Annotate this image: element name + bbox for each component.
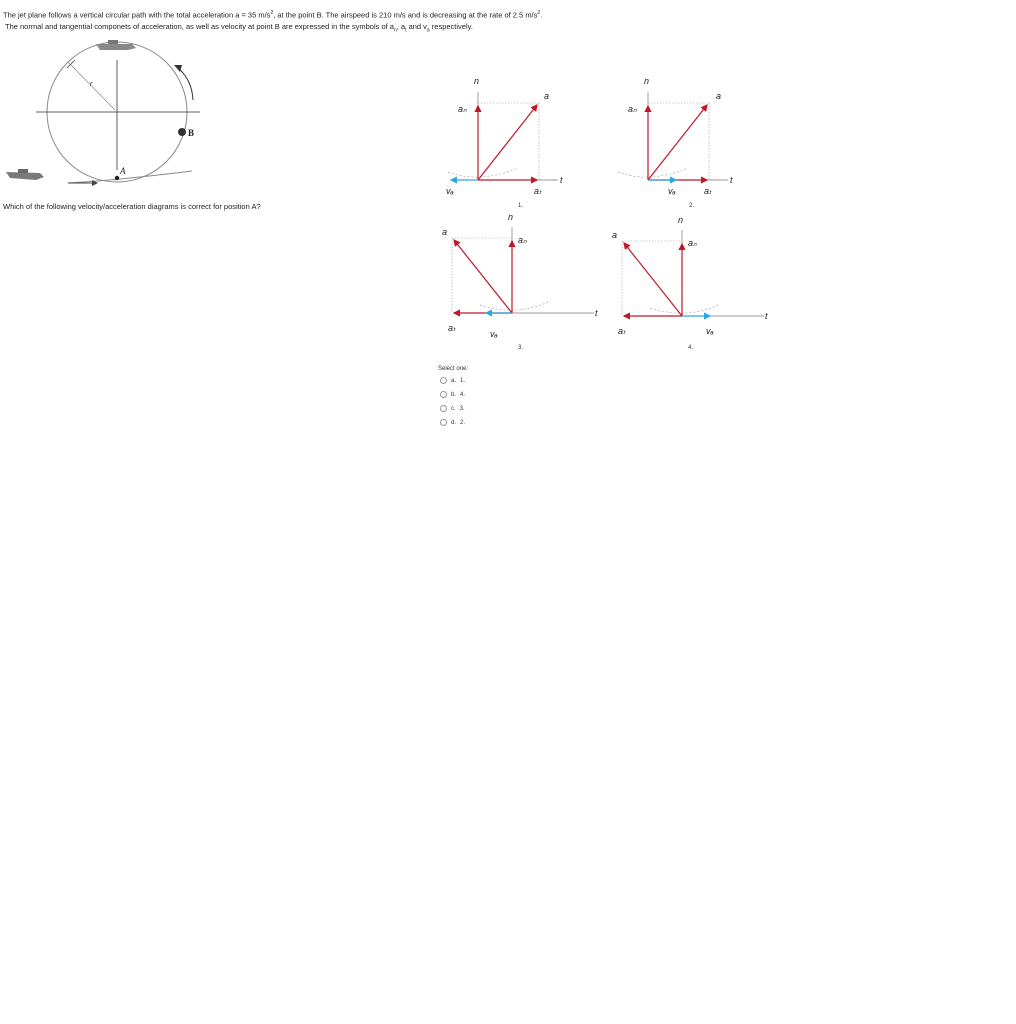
curved-path bbox=[650, 304, 720, 313]
q1-sup-2: 2 bbox=[537, 10, 541, 16]
option-c-letter: c. bbox=[451, 405, 456, 412]
option-b[interactable] bbox=[440, 391, 465, 398]
q1-text-a: The jet plane follows a vertical circular path with the total acceleration a = 35 m/s bbox=[3, 10, 271, 20]
plane-top-icon bbox=[96, 40, 136, 50]
label-t: t bbox=[765, 311, 768, 321]
a-vector bbox=[648, 105, 707, 180]
label-r: r bbox=[90, 81, 93, 88]
label-a: a bbox=[716, 91, 722, 101]
label-a: a bbox=[544, 91, 550, 101]
q2-text-a: The normal and tangential componets of acceleration, as well as velocity at point B are expressed in the symbols of a bbox=[5, 22, 394, 31]
label-a: a bbox=[442, 227, 448, 237]
diagram-3 bbox=[438, 205, 608, 345]
radio-option-a[interactable] bbox=[440, 377, 447, 384]
select-one-label: Select one: bbox=[438, 366, 469, 372]
radio-option-b[interactable] bbox=[440, 391, 447, 398]
diagram-1 bbox=[440, 72, 580, 212]
option-d-letter: d. bbox=[451, 419, 457, 426]
question-line-1 bbox=[3, 10, 542, 20]
diagram-2 bbox=[610, 72, 750, 212]
label-a: a bbox=[612, 230, 618, 240]
label-an: aₙ bbox=[628, 104, 637, 114]
curved-path bbox=[448, 168, 518, 177]
label-a: A bbox=[120, 166, 126, 176]
option-b-value: 4. bbox=[460, 391, 466, 398]
q2-sub-t: t bbox=[405, 27, 407, 34]
curved-path bbox=[618, 168, 688, 177]
label-an: aₙ bbox=[518, 235, 527, 245]
option-b-letter: b. bbox=[451, 391, 457, 398]
diagram-3-number: 3. bbox=[518, 345, 524, 351]
label-va: vₐ bbox=[706, 326, 714, 336]
diagram-4 bbox=[608, 208, 778, 348]
label-n: n bbox=[678, 215, 684, 225]
option-c[interactable] bbox=[440, 405, 465, 412]
diagram-4-number: 4. bbox=[688, 345, 694, 351]
label-t: t bbox=[560, 175, 563, 185]
q2-text-d: respectively. bbox=[429, 22, 473, 31]
point-a-marker bbox=[115, 176, 119, 180]
a-vector bbox=[624, 243, 682, 316]
option-d[interactable] bbox=[440, 419, 465, 426]
label-b: B bbox=[188, 128, 195, 138]
label-n: n bbox=[508, 212, 514, 222]
q2-sub-n: n bbox=[393, 27, 397, 34]
label-n: n bbox=[474, 76, 480, 86]
q2-text-c: and v bbox=[406, 22, 427, 31]
q2-sub-a: a bbox=[426, 27, 430, 34]
a-vector bbox=[454, 240, 512, 313]
diagram-1-number: 1. bbox=[518, 203, 524, 209]
label-t: t bbox=[730, 175, 733, 185]
label-va: vₐ bbox=[446, 186, 454, 196]
label-va: vₐ bbox=[490, 329, 498, 339]
label-at: aₜ bbox=[704, 186, 712, 196]
label-va: vₐ bbox=[668, 186, 676, 196]
option-a[interactable] bbox=[440, 377, 465, 384]
question-prompt: Which of the following velocity/acceleration diagrams is correct for position A? bbox=[3, 202, 261, 211]
label-at: aₜ bbox=[618, 326, 626, 336]
label-an: aₙ bbox=[688, 238, 697, 248]
option-d-value: 2. bbox=[460, 419, 466, 426]
q1-sup-1: 2 bbox=[270, 10, 274, 16]
curved-path bbox=[480, 301, 550, 310]
radio-option-d[interactable] bbox=[440, 419, 447, 426]
q2-text-b: , a bbox=[396, 22, 406, 31]
a-vector bbox=[478, 105, 537, 180]
rotation-arrow bbox=[178, 68, 193, 100]
plane-bottom-icon bbox=[6, 169, 44, 180]
label-n: n bbox=[644, 76, 650, 86]
option-a-value: 1. bbox=[460, 377, 466, 384]
radio-option-c[interactable] bbox=[440, 405, 447, 412]
q1-text-c: . bbox=[540, 10, 543, 20]
label-at: aₜ bbox=[534, 186, 542, 196]
label-t: t bbox=[595, 308, 598, 318]
label-at: aₜ bbox=[448, 323, 456, 333]
q1-text-b: , at the point B. The airspeed is 210 m/s and is decreasing at the rate of 2.5 m/s bbox=[273, 10, 538, 20]
option-c-value: 3. bbox=[459, 405, 465, 412]
diagram-2-number: 2. bbox=[689, 203, 695, 209]
option-a-letter: a. bbox=[451, 377, 457, 384]
question-line-2 bbox=[5, 22, 473, 34]
loop-figure bbox=[0, 38, 210, 198]
point-b-marker bbox=[178, 128, 186, 136]
label-an: aₙ bbox=[458, 104, 467, 114]
